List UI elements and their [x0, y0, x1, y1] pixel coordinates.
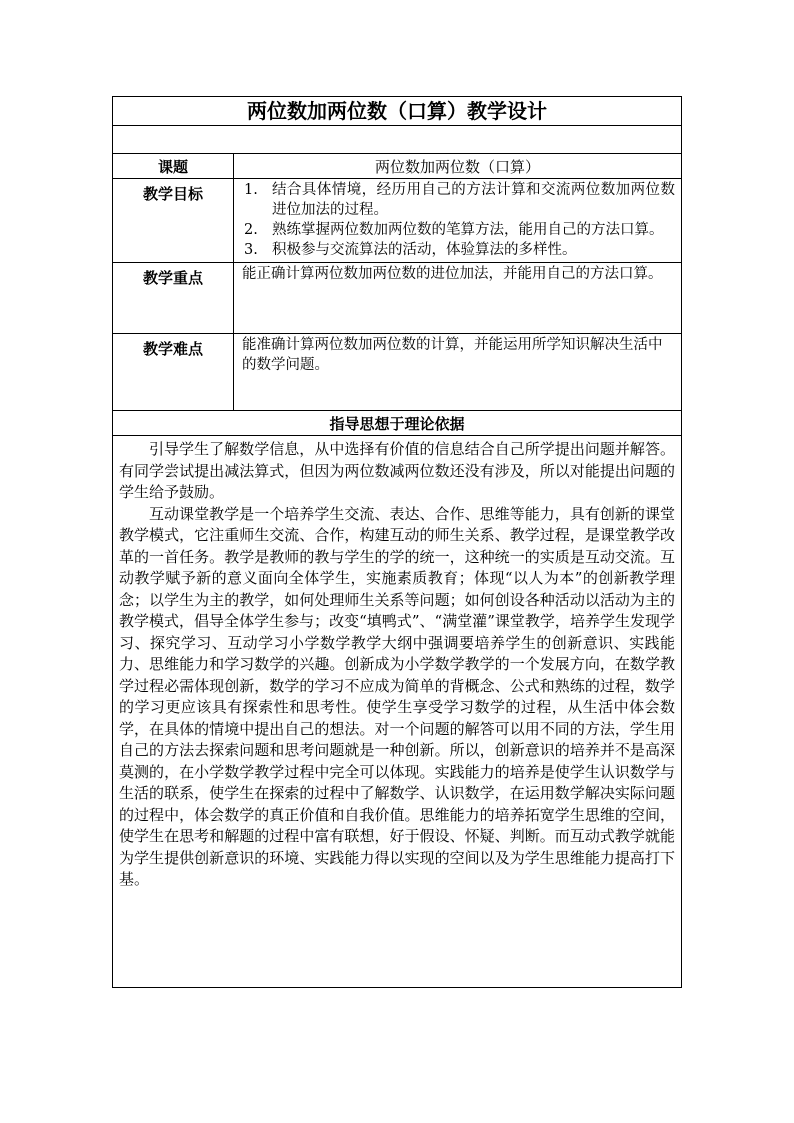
guidance-paragraph: 引导学生了解数学信息，从中选择有价值的信息结合自己所学提出问题并解答。有同学尝试提出减法算式，但因为两位数减两位数还没有涉及，所以对能提出问题的学生给予鼓励。: [119, 440, 675, 501]
objectives-list: [234, 179, 682, 263]
objectives-label: 教学目标: [113, 179, 234, 263]
objective-text: 结合具体情境，经历用自己的方法计算和交流两位数加两位数进位加法的过程。: [272, 182, 675, 218]
topic-value: 两位数加两位数（口算）: [234, 154, 682, 179]
guidance-body: [113, 436, 682, 988]
lesson-plan-table: [112, 96, 682, 988]
objective-text: 积极参与交流算法的活动，体验算法的多样性。: [272, 242, 577, 258]
objective-number: 2.: [244, 222, 258, 238]
blank-row: [113, 126, 682, 154]
objective-text: 熟练掌握两位数加两位数的笔算方法，能用自己的方法口算。: [272, 222, 664, 238]
objective-item: [244, 220, 675, 240]
difficulties-label: 教学难点: [113, 334, 234, 411]
objective-item: [244, 180, 675, 220]
objective-number: 1.: [244, 182, 258, 198]
guidance-heading: 指导思想于理论依据: [113, 411, 682, 436]
objective-item: [244, 240, 675, 260]
topic-label: 课题: [113, 154, 234, 179]
objective-number: 3.: [244, 242, 258, 258]
guidance-paragraph: 互动课堂教学是一个培养学生交流、表达、合作、思维等能力，具有创新的课堂教学模式，它注重师生交流、合作，构建互动的师生关系、教学过程，是课堂教学改革的一首任务。教学是教师的教与学生的学的统一，这种统一的实质是互动交流。互动教学赋予新的意义面向全体学生，实施素质教育；体现“以人为本”的创新教学理念；以学生为主的教学，如何处理师生关系等问题；如何创设各种活动以活动为主的教学模式，倡导全体学生参与；改变“填鸭式”、“满堂灌”课堂教学，培养学生发现学习、探究学习、互动学习小学数学教学大纲中强调要培养学生的创新意识、实践能力、思维能力和学习数学的兴趣。创新成为小学数学教学的一个发展方向，在数学教学过程必需体现创新，数学的学习不应成为简单的背概念、公式和熟练的过程，数学的学习更应该具有探索性和思考性。使学生享受学习数学的过程，从生活中体会数学，在具体的情境中提出自己的想法。对一个问题的解答可以用不同的方法，学生用自己的方法去探索问题和思考问题就是一种创新。所以，创新意识的培养并不是高深莫测的，在小学数学教学过程中完全可以体现。实践能力的培养是使学生认识数学与生活的联系，使学生在探索的过程中了解数学、认识数学，在运用数学解决实际问题的过程中，体会数学的真正价值和自我价值。思维能力的培养拓宽学生思维的空间，使学生在思考和解题的过程中富有联想，好于假设、怀疑、判断。而互动式教学就能为学生提供创新意识的环境、实践能力得以实现的空间以及为学生思维能力提高打下基。: [119, 504, 675, 888]
key-points-label: 教学重点: [113, 263, 234, 334]
document-title: 两位数加两位数（口算）教学设计: [113, 97, 682, 126]
difficulties-text: 能准确计算两位数加两位数的计算，并能运用所学知识解决生活中的数学问题。: [234, 334, 682, 411]
key-points-text: 能正确计算两位数加两位数的进位加法，并能用自己的方法口算。: [234, 263, 682, 334]
